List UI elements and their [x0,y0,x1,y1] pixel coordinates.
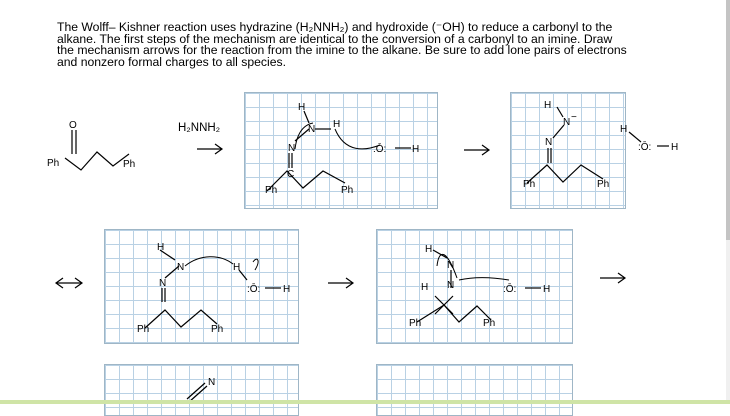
ph-label-left: Ph [47,158,60,169]
instructions [57,22,687,68]
nitrogen-label-2: N [308,124,316,135]
ph-label-3: Ph [523,179,536,190]
h-label-7: H [157,242,165,253]
partial-structure [105,365,298,415]
nitrogen-label-9: N [208,377,216,388]
resonance-arrow [54,276,84,290]
instructions-line-1: The Wolff– Kishner reaction uses hydrazine (H₂NNH₂) and hydroxide (⁻OH) to reduce a carbonyl to the [57,20,613,34]
nitrogen-label-1: N [288,143,296,154]
minus-charge: − [571,112,577,123]
resonance-structure [105,230,298,343]
anion-structure [511,93,628,208]
h-label-10: H [425,244,433,255]
drawing-canvas-6[interactable] [376,364,573,416]
scrollbar[interactable] [726,0,730,404]
reaction-arrow-2 [462,143,492,157]
ph-label-2: Ph [341,185,354,196]
ph-label-right: Ph [123,159,136,170]
hydroxide-oxygen-2: :Ō: [247,284,261,295]
instructions-line-2: alkane. The first steps of the mechanism are identical to the conversion of a carbonyl to an imine. Draw [57,31,613,46]
reagent-label: H₂NNH₂ [178,122,221,134]
h-label-3: H [412,144,420,155]
oxygen-label: O [69,120,77,131]
h-label-11: H [421,282,429,293]
h-label-6: H [671,142,679,153]
drawing-canvas-3[interactable] [104,229,299,344]
ph-label-6: Ph [211,324,224,335]
reaction-arrow-1 [195,142,225,156]
bottom-divider [0,400,730,404]
drawing-canvas-2[interactable] [510,92,626,209]
drawing-canvas-1[interactable] [244,92,438,209]
nitrogen-label-6: N [177,262,185,273]
h-label-2: H [333,119,341,130]
nitrogen-label-3: N [545,137,553,148]
imine-structure-1 [245,93,437,208]
carbon-label: C [287,169,295,180]
drawing-canvas-4[interactable] [376,229,573,344]
nitrogen-label-8: N [447,280,455,291]
h-label-1: H [298,102,306,113]
ph-label-8: Ph [483,318,496,329]
carbanion-structure [377,230,572,343]
instructions-line-3: the mechanism arrows for the reaction from the imine to the alkane. Be sure to add lone pairs of electrons [57,43,627,58]
hydroxide-oxygen-3: :Ō: [503,284,517,295]
ph-label-4: Ph [597,179,610,190]
h-label-8: H [233,262,241,273]
ph-label-1: Ph [265,185,278,196]
h-label-5: H [620,124,628,135]
ph-label-5: Ph [137,324,150,335]
h-label-12: H [543,284,551,295]
ph-label-7: Ph [409,318,422,329]
drawing-canvas-5[interactable] [104,364,299,416]
nitrogen-label-4: N [563,117,571,128]
water-oxygen: :Ō: [638,142,652,153]
h-label-4: H [544,100,552,111]
instructions-line-4: and nonzero formal charges to all species. [57,54,286,69]
h-label-9: H [283,284,291,295]
reaction-arrow-4 [598,271,628,285]
nitrogen-label-5: N [159,278,167,289]
hydroxide-oxygen: :Ō: [373,144,387,155]
scrollbar-thumb[interactable] [726,0,730,240]
reaction-arrow-3 [326,276,356,290]
nitrogen-label-7: N [447,260,455,271]
water-structure [615,122,685,162]
